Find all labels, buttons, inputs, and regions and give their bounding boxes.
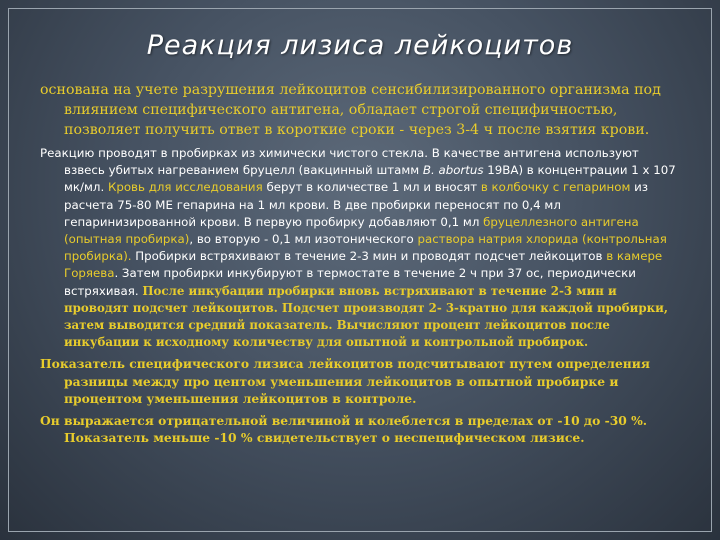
highlight-incubation: После инкубации пробирки вновь встряхивают в течение 2-3 мин и проводят подсчет лейкоцитов. Подсчет производят 2- 3-кратно для каждой пробирки, затем выводится средний показатель. Вычисляют процент лейкоцитов после инкубации к исходному количеству для опытной и контрольной пробирок. [64,283,668,350]
method-text: . Затем пробирки инкубируют в термостате в течение 2 ч при 37 ос, периодически встряхивая. [64,266,636,298]
strain-name: B. abortus [422,163,484,178]
highlight-heparin: в колбочку с гепарином [480,180,631,195]
method-text: берут в количестве 1 мл и вносят [262,180,481,195]
method-text: , во вторую - 0,1 мл изотонического [189,232,418,247]
highlight-saline: раствора натрия хлорида (контрольная пробирка). [64,232,667,264]
method-text: Реакцию проводят в пробирках из химически чистого стекла. В качестве антигена используют взвесь убитых нагреванием бруцелл (вакцинный штамм [40,146,639,178]
method-text: Пробирки встряхивают в течение 2-3 мин и проводят подсчет лейкоцитов [131,249,607,264]
method-paragraph [40,145,680,351]
highlight-chamber: в камере Горяева [64,249,663,281]
highlight-antigen: бруцеллезного антигена (опытная пробирка) [64,214,639,247]
index-paragraph: Показатель специфического лизиса лейкоцитов подсчитывают путем определения разницы между про центом уменьшения лейкоцитов в опытной пробирке и процентом уменьшения лейкоцитов в контроле. [40,356,650,407]
intro-paragraph [40,80,680,140]
slide-content [40,80,680,450]
result-paragraph: Он выражается отрицательной величиной и колеблется в пределах от -10 до -30 %. Показатель меньше -10 % свидетельствует о неспецифическом лизисе. [40,412,648,446]
method-text: 19ВА) в концентрации 1 х 107 мк/мл. [64,163,676,195]
method-text: из расчета 75-80 МЕ гепарина на 1 мл крови. В две пробирки переносят по 0,4 мл гепаринизированной крови. В первую пробирку добавляют 0,1 мл [64,180,649,229]
slide-title: Реакция лизиса лейкоцитов [146,30,574,61]
highlight-blood: Кровь для исследования [107,180,263,195]
intro-text: основана на учете разрушения лейкоцитов сенсибилизированного организма под влиянием специфического антигена, обладает строгой специфичностью, позволяет получить ответ в короткие сроки - через 3-4 ч после взятия крови. [40,82,661,138]
